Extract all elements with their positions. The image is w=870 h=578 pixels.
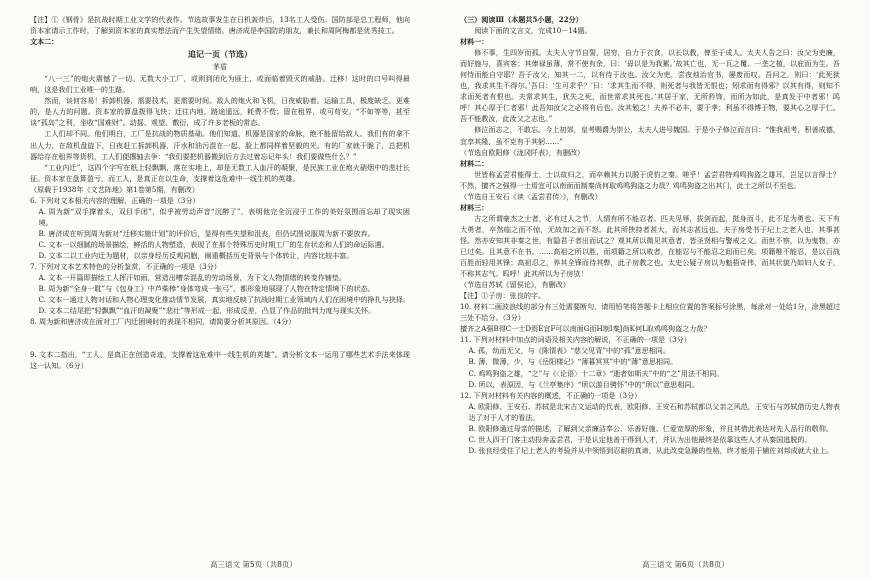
text2-title: 追记一页（节选） <box>188 49 252 60</box>
note-top: 【注】①《钢骨》是抗战时期工业文学的代表作。节选故事发生在日机轰炸后，13名工人受伤。国防部是总工程师，他向资本家请示工作时，了解到资本家的真实想法而产生失望情绪。唐济成是李国防的朋友，兼长和周阿梅都是优秀技工。 <box>30 15 410 36</box>
question-11: 11. 下列对材料中加点的词语及相关内容的解说，不正确的一项是（3分） <box>460 335 691 345</box>
source-line: （节选自欧阳修《泷冈阡表》，有删改） <box>460 147 585 157</box>
option: D. 文本二以工业内迁为题材，以亲身经历反观同胞，阐重概括历史背景与个体转让，内容比较丰富。 <box>38 250 354 260</box>
material3-label: 材料三： <box>460 202 489 212</box>
option: A. 周为新“双手撑着头，双目手闭”，似乎被劳动声音“沉醉了”，表明他完全沉浸于工作的美好氛围而忘却了现实困境。 <box>38 206 410 227</box>
question-9: 9. 文本二指出，“工人，是真正在创造奇迹，支撑着这危难中一线生机的英雄”。请分析文本一运用了哪些艺术手法来体现这一认知。（6分） <box>30 350 410 371</box>
paragraph: 工人们却不同。他们明白，工厂是抗战的物质基础。他们知道，机器是国家的命脉，绝不能留给敌人。我们有的拿不出人力，在敌机盘旋下，日夜赶工拆卸机器，汗水和油污混在一起，脸上都同样着坚毅的光。有的厂家就干脆了，总把机器给存在租界等货机，工人们便撂轴去争：“我们要把机器搬到后方去过着忘记年头！我们要做些什么？” <box>30 129 410 161</box>
section-heading: （三）阅读Ⅲ（本题共5小题，22分） <box>460 15 583 24</box>
note: 【注】①子房：张良的字。 <box>460 291 546 301</box>
option: C. 文本一通过人物对话和人物心理变化推动情节发展，真实地反映了抗战时期工业领域内人们在困境中的挣扎与抉择。 <box>38 295 410 305</box>
answer-space <box>30 327 410 349</box>
question-6: 6. 下列对文本相关内容的理解，正确的一项是（3分） <box>30 195 200 205</box>
paragraph: “工业内迁”，这四个字写在纸上轻飘飘，落在实地上，却是无数工人血汗的凝聚，是民族工业在炮火硝烟中的悲壮长征。资本家在盘算盈亏，而工人，是真正在以生命，支撑着这危难中一线生机的英雄。 <box>30 162 410 183</box>
text2-author: 茅盾 <box>212 62 228 72</box>
source-line: （原载于1938年《文艺阵地》第1卷第5期，有删改） <box>30 184 199 194</box>
option: A. 文本一开篇即描绘工人挥汗如雨，营造出嘈杂混乱的劳动场景，为下文人物情绪的转变作铺垫。 <box>38 273 347 283</box>
option: C. 世人四于门客主动投奔孟尝君，于是认定他善于得到人才，并认为出他最终是依靠这些人才从秦国逃脱的。 <box>468 434 812 444</box>
source-line: （节选自苏轼《留侯论》，有删改） <box>460 280 570 290</box>
option: A. 欧阳修、王安石、苏轼是北宋古文运动的代表，欧阳修、王安石和苏轼都以父亲之风范，王安石与苏轼借历史人物表达了对于人才的看法。 <box>468 401 840 422</box>
paragraph: 然而，谈何容易！拆卸机器，需要技术，更需要时间。敌人的炮火和飞机，日夜威胁着。运输工具，极度缺乏。更难的，是人力的问题。资本家的算盘拨得飞快；迁往内地，路途遥远，耗费不赀；留在租界，或可苟安。“不如等等，甚至谈“孤岛”之利，坐收“国难财”。动摇、观望、敷衍，成了许多老板的常态。 <box>30 96 410 128</box>
paragraph: 修泣而志之，不敢忘。今上初郊，皇考赐爵为崇公，太夫人进号魏国。于是小子修泣而言曰：“惟我祖考，积善成德，宜享其隆，虽不克有于其躬……” <box>460 125 840 146</box>
option: B. 唐济成在听到周为新对“迁移实施计划”的评价后，显得有些失望和沮丧，但仍试图说服周为新不要放弃。 <box>38 228 375 238</box>
option: C. 鸡鸣狗盗之雄，“之”与《〈论语〉十二章》“逝者如斯夫”中的“之”用法不相同。 <box>468 368 724 378</box>
paragraph: 古之所谓豪杰之士者，必有过人之节，人情有所不能忍者。匹夫见辱，拔剑而起，挺身而斗，此不足为勇也。天下有大勇者，卒然临之而不惊，无故加之而不怒。此其所挟持者甚大，而其志甚远也。夫子房受书于圮上之老人也，其事甚怪。然亦安知其非秦之世，有隐君子者出而试之？观其所以微见其意者，皆圣贤相与警戒之义。而世不察，以为鬼物，亦已过矣。且其意不在书。……高祖之所以胜，而项籍之所以败者，在能忍与不能忍之间而已矣。项籍唯不能忍，是以百战百胜而轻用其锋；高祖忍之，养其全锋而待其弊，此子房教之也。太史公疑子房以为魁梧奇伟，而其状貌乃如妇人女子，不称其志气。呜呼！此其所以为子房欤！ <box>460 213 840 279</box>
paragraph: 世皆称孟尝君能得士，士以故归之，而卒赖其力以脱于虎豹之秦。嗟乎！孟尝君特鸡鸣狗盗之雄耳，岂足以言得士？不然，擅齐之强得一士焉宜可以南面而制秦尚何取鸡鸣狗盗之力哉？鸡鸣狗盗之出其门，此士之所以不至也。 <box>460 169 840 190</box>
instruction: 阅读下面的文言文，完成10－14题。 <box>474 26 592 36</box>
option: B. 薄，微薄，少，与《岳阳楼记》“薄暮冥冥”中的“薄”意思相同。 <box>468 357 678 367</box>
option: B. 周为新“全身一耽”与《包身工》中芦柴棒“身体弯成一张弓”，都形象地展现了人物在特定情境下的状态。 <box>38 284 375 294</box>
option: D. 张良经受住了圮上老人的考验并从中领悟到忍耐的真谛，从此改变急躁的性格，终才能用于辅佐刘邦成就大业上。 <box>468 445 834 455</box>
paragraph: “八一三”的炮火震憾了一切。无数大小工厂，或则到闭化为匪土，或面临着毁灭的威胁。迁移！这时的口号叫得最响，这是我们工业唯一的生路。 <box>30 74 410 95</box>
material1-label: 材料一： <box>460 37 489 47</box>
option: C. 文本一以细腻的场景描绘，鲜活的人物塑造，表现了在那个特殊历史时期工厂的生存状态和人们的命运际遇。 <box>38 239 389 249</box>
text2-label: 文本二： <box>30 37 59 47</box>
option: B. 欧阳修通过母亲的描述，了解到父亲廉洁奉公、乐善好施、仁爱宽厚的形象，并且其借此表达对先人品行的敬仰。 <box>468 423 833 433</box>
option: D. 文本二结尾把“轻飘飘”“血汗的凝聚”“悲壮”等形成一起，形成反差，凸显了作品的批判力度与现实关怀。 <box>38 306 376 316</box>
question-8: 8. 周为新和唐济成在面对工厂内迁困境时的表现不相同，请简要分析其原因。（4分） <box>30 317 296 327</box>
right-page <box>460 14 840 562</box>
question-7: 7. 下列对文本艺术特色的分析鉴赏，不正确的一项是（3分） <box>30 262 221 272</box>
page-footer-left: 高三语文 第5页（共8页） <box>210 560 297 569</box>
question-10: 10. 材料二画波浪线的部分有三处需要断句，请用铅笔将答题卡上相应位置的答案标号涂黑，每涂对一处给1分，涂黑超过三处不给分。（3分） <box>460 302 840 323</box>
sentence-break-line: 擅齐之A强B得C一士D焉E宜F可以南面G而H制I秦J尚K何L取鸡鸣狗盗之力哉？ <box>460 324 711 334</box>
left-page <box>30 14 410 562</box>
source-line: （节选自王安石《读〈孟尝君传〉》，有删改） <box>460 191 602 201</box>
option: A. 孤，幼而无父，与《陈情表》“慈父见背”中的“孤”意思相同。 <box>468 346 670 356</box>
question-12: 12. 下列对材料有关内容的概述，不正确的一项是（3分） <box>460 390 642 400</box>
material2-label: 材料二： <box>460 158 489 168</box>
page-footer-right: 高三语文 第6页（共8页） <box>642 560 729 569</box>
paragraph: 修不事，生四岁而孤。太夫人守节自誓，居穷，自力于衣食，以长以教，俾至于成人。太夫人告之曰：汝父为吏廉，而好施与，喜宾客；其俸禄虽薄，常不使有余，曰：‘毋以是为我累。’故其亡也，无一瓦之覆、一垄之植，以庇而为生。吾何恃而能自守耶？吾于汝父，知其一二，以有待于汝也。汝父为吏，尝夜烛治官书，屡废而叹。吾问之，则曰：‘此死狱也，我求其生不得尔。’吾曰：‘生可求乎？’曰：‘求其生而不得，则死者与我皆无恨也；矧求而有得邪？以其有得，则知不求而死者有恨也。夫常求其生，犹失之死，而世常求其死也。’其居于家，无所矜饰，而所为如此，是真发于中者邪！呜呼！其心厚于仁者邪！此吾知汝父之必将有后也。汝其勉之！夫养不必丰，要于孝；利虽不得博于物，要其心之厚于仁。吾不能教汝，此汝父之志也。” <box>460 48 840 124</box>
option: D. 所以，表原因，与《兰亭集序》“所以游目骋怀”中的“所以”意思相同。 <box>468 379 699 389</box>
